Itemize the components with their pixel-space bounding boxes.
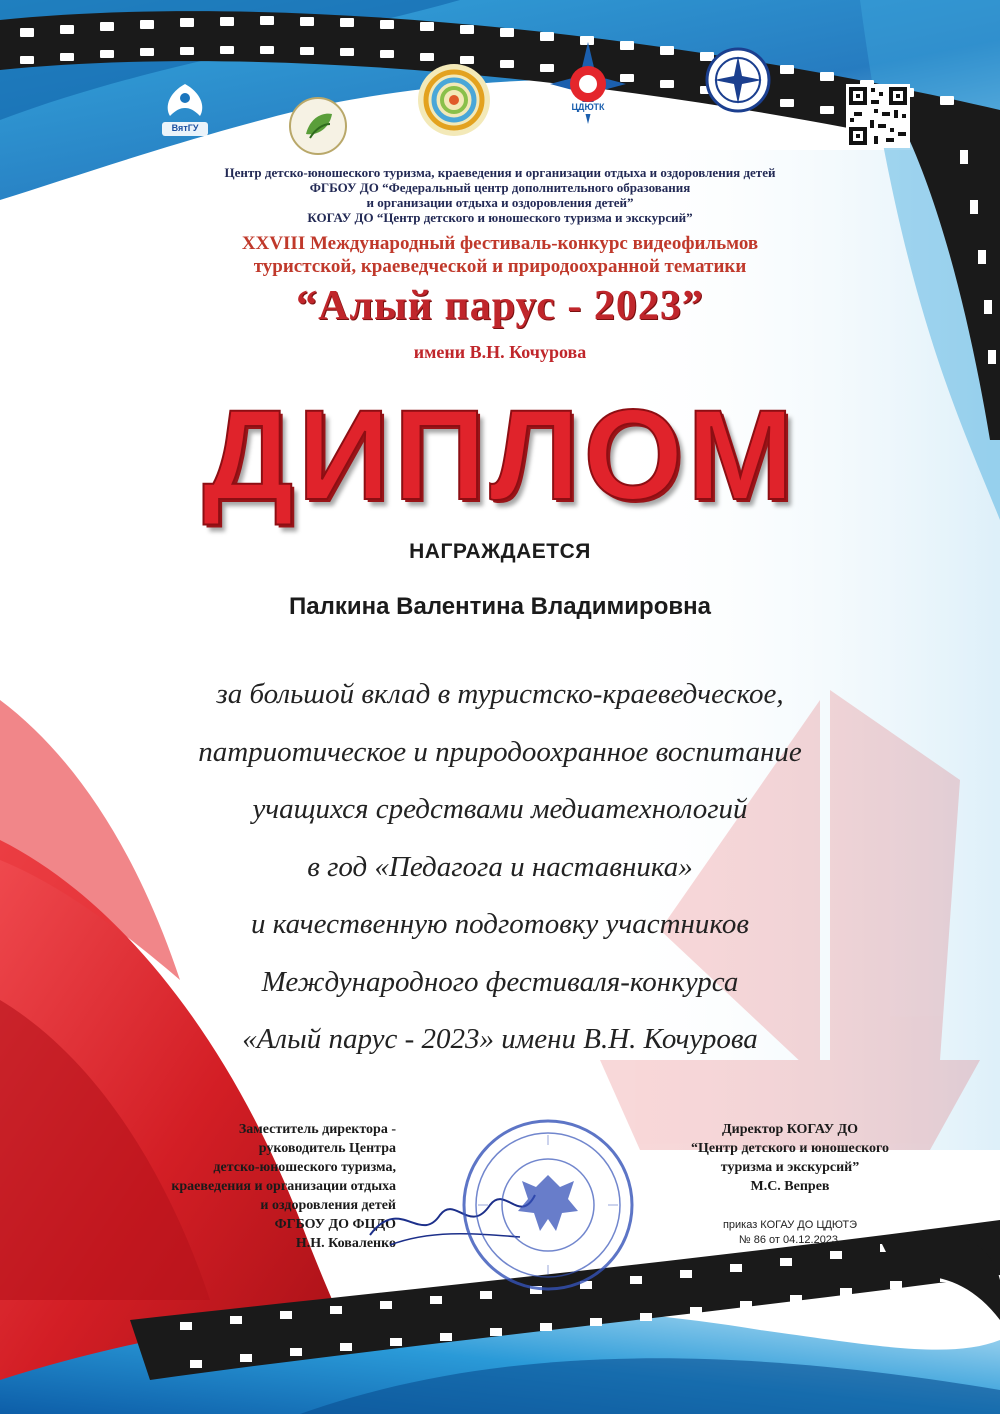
festival-logo (414, 60, 494, 140)
order-line: № 86 от 04.12.2023. (738, 1234, 842, 1246)
signature-line: Н.Н. Коваленко (295, 1236, 396, 1251)
order-line: приказ КОГАУ ДО ЦДЮТЭ (722, 1219, 858, 1231)
signature-line: ФГБОУ ДО ФЦДО (274, 1217, 396, 1232)
signature-line: и оздоровления детей (260, 1198, 396, 1213)
festival-title: “Алый парус - 2023” (296, 283, 704, 329)
reason-line: за большой вклад в туристско-краеведческое, (216, 678, 784, 710)
festival-line-1: XXVIII Международный фестиваль-конкурс видеофильмов (241, 233, 759, 254)
official-stamp (458, 1115, 638, 1295)
signature-line: руководитель Центра (258, 1141, 396, 1156)
award-reason (0, 666, 1000, 1069)
awarded-label: НАГРАЖДАЕТСЯ (409, 540, 591, 563)
signature-line: краеведения и организации отдыха (171, 1179, 396, 1194)
signature-left (30, 1120, 396, 1253)
reason-line: в год «Педагога и наставника» (307, 850, 693, 883)
signature-line: “Центр детского и юношеского (690, 1141, 890, 1156)
reason-line: учащихся средствами медиатехнологий (252, 793, 748, 825)
tourism-logo (704, 46, 772, 114)
reason-line: и качественную подготовку участников (251, 908, 749, 940)
order-reference (640, 1218, 940, 1248)
recipient-name: Палкина Валентина Владимировна (289, 593, 711, 620)
diploma-title: ДИПЛОМ (202, 384, 798, 527)
signature-line: детско-юношеского туризма, (213, 1160, 396, 1175)
org-line: Центр детско-юношеского туризма, краеведения и организации отдыха и оздоровления детей (224, 165, 776, 180)
signature-line: М.С. Вепрев (750, 1179, 830, 1194)
signature-line: Заместитель директора - (238, 1122, 396, 1137)
ecology-logo (286, 94, 350, 158)
reason-line: патриотическое и природоохранное воспитание (198, 735, 802, 768)
qr-code (846, 84, 910, 148)
vyatgu-logo (150, 78, 220, 140)
festival-line-2: туристской, краеведческой и природоохранной тематики (253, 256, 747, 277)
org-line: ФГБОУ ДО “Федеральный центр дополнительного образования (309, 180, 691, 195)
signature-line: Директор КОГАУ ДО (722, 1122, 858, 1137)
named-after: имени В.Н. Кочурова (413, 342, 587, 362)
cdutk-logo-label: ЦДЮТК (571, 102, 605, 112)
signature-line: туризма и экскурсий” (720, 1160, 860, 1175)
signature-right (620, 1120, 960, 1196)
reason-line: «Алый парус - 2023» имени В.Н. Кочурова (242, 1023, 758, 1055)
vyatgu-logo-label: ВятГУ (171, 123, 199, 133)
org-line: и организации отдыха и оздоровления детей” (366, 195, 634, 210)
cdutk-logo (548, 40, 628, 126)
organizers (0, 165, 1000, 225)
org-line: КОГАУ ДО “Центр детского и юношеского туризма и экскурсий” (307, 210, 693, 225)
reason-line: Международного фестиваля-конкурса (261, 965, 739, 998)
